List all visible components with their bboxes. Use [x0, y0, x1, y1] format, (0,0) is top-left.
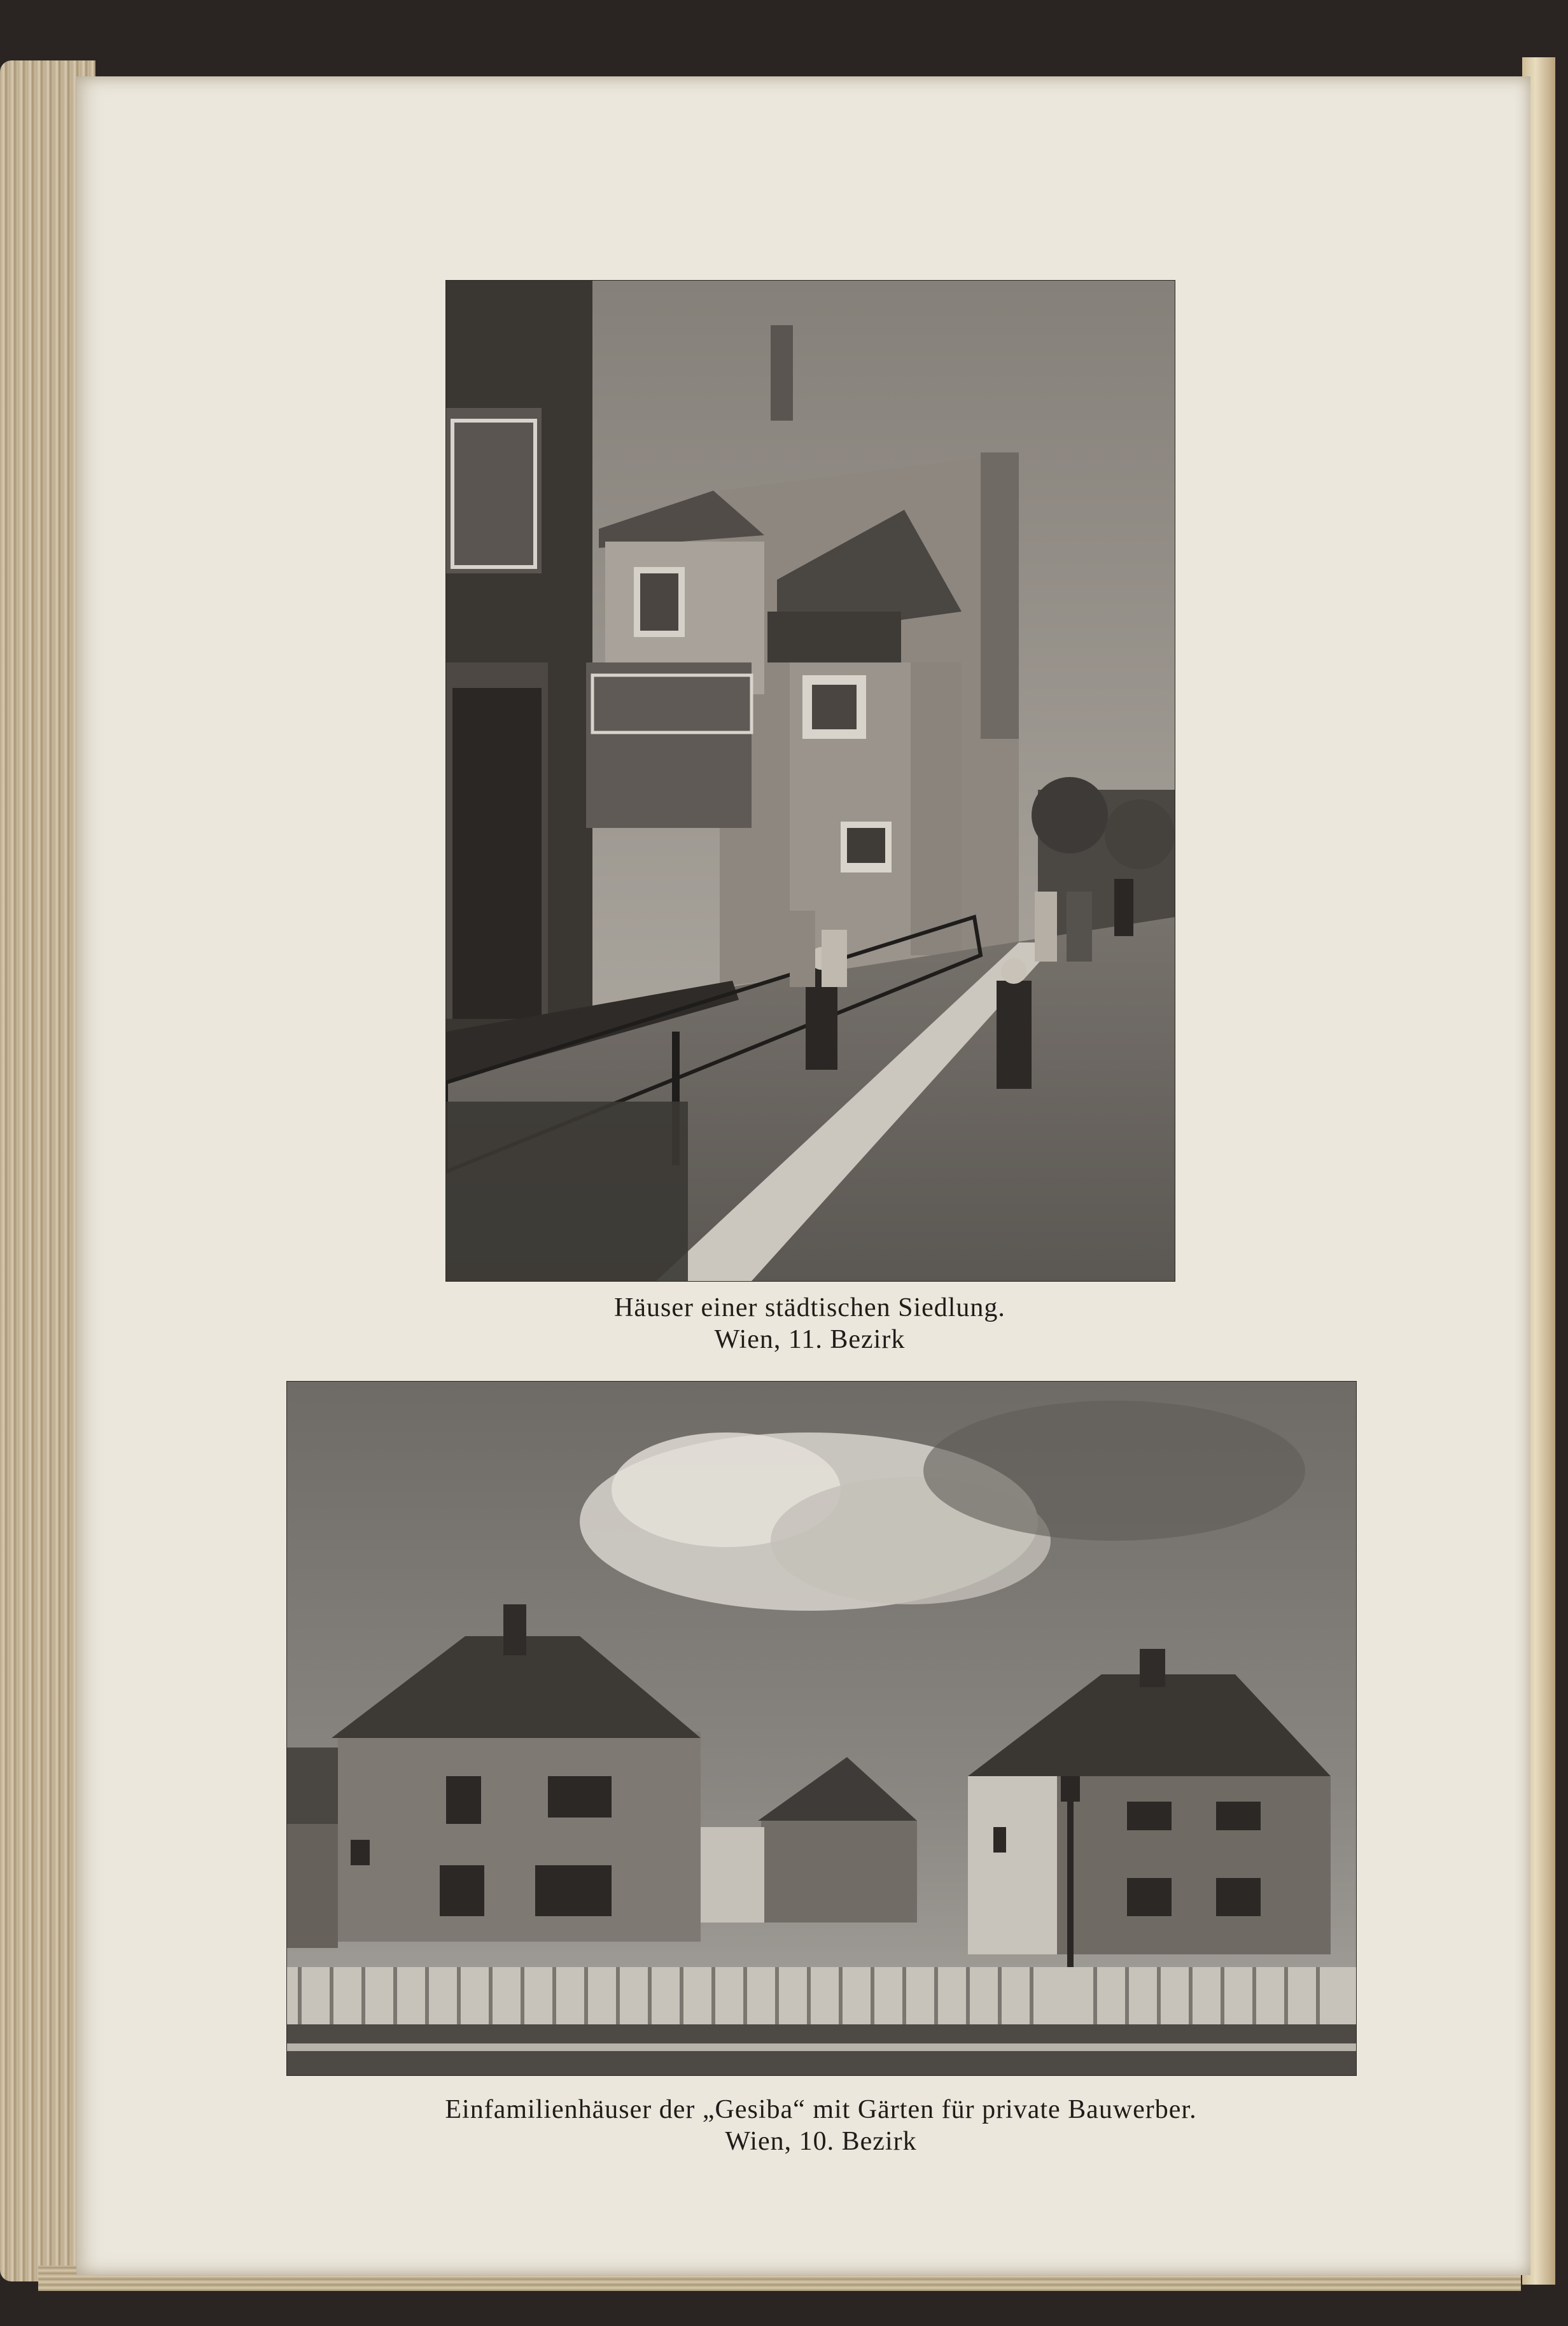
- caption-title: Häuser einer städtischen Siedlung.: [614, 1293, 1005, 1322]
- caption-location: Wien, 11. Bezirk: [714, 1325, 906, 1354]
- book-page: [76, 76, 1530, 2275]
- photo-gesiba-houses: [286, 1381, 1357, 2076]
- caption-title: Einfamilienhäuser der „Gesiba“ mit Gärten für private Bauwerber.: [445, 2095, 1197, 2124]
- photo-settlement-caption: [445, 1292, 1174, 1356]
- caption-location: Wien, 10. Bezirk: [725, 2127, 917, 2156]
- photo-gesiba-caption: [286, 2094, 1355, 2157]
- photo-settlement-street: [445, 280, 1175, 1282]
